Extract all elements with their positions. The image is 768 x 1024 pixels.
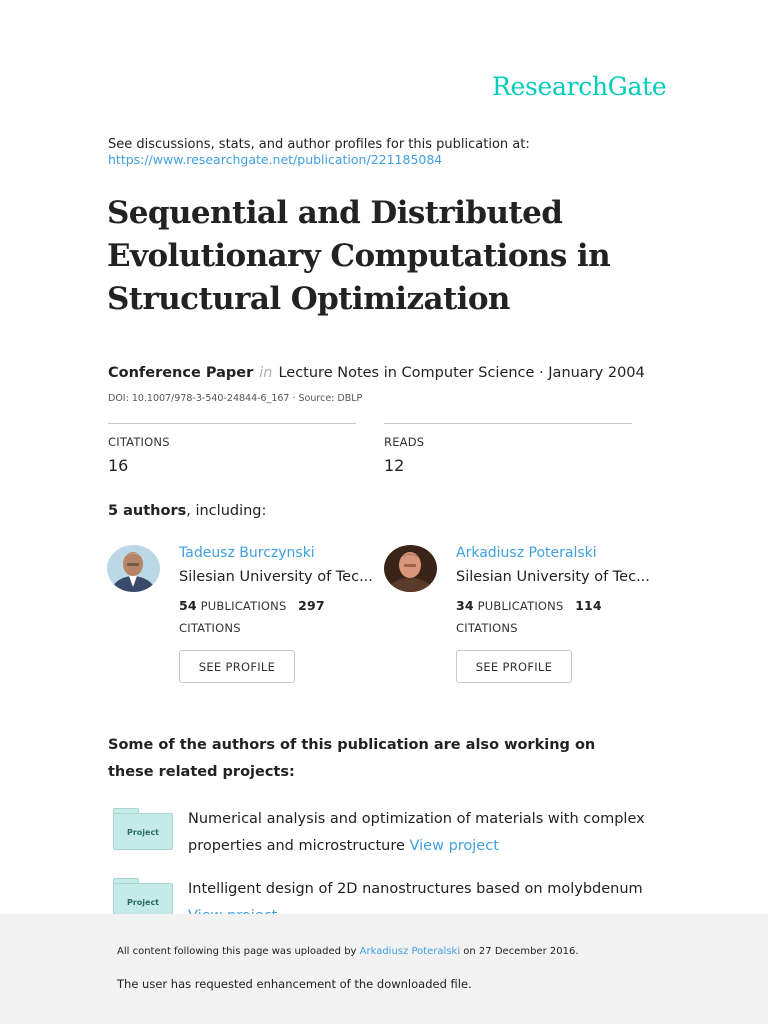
in-label: in [259, 365, 273, 381]
reads-stat [384, 423, 632, 475]
project-text: Numerical analysis and optimization of materials with complex properties and microstructure [188, 811, 645, 854]
authors-count: 5 authors [108, 503, 187, 519]
uploader-link[interactable]: Arkadiusz Poteralski [359, 946, 461, 957]
related-projects-heading: Some of the authors of this publication are also working on these related projects: [108, 737, 596, 780]
citations-label: CITATIONS [108, 435, 170, 449]
paper-doi: DOI: 10.1007/978-3-540-24844-6_167 · Source: DBLP [108, 393, 363, 404]
authors-heading-rest: , including: [186, 503, 267, 519]
reads-label: READS [384, 435, 425, 449]
see-profile-button[interactable]: SEE PROFILE [179, 650, 295, 683]
intro-text: See discussions, stats, and author profiles for this publication at: [108, 137, 530, 152]
project-text: Intelligent design of 2D nanostructures based on molybdenum [188, 881, 643, 897]
author-avatar[interactable] [384, 545, 437, 592]
author-avatar[interactable] [107, 545, 160, 592]
upload-suffix: on 27 December 2016. [463, 946, 579, 957]
author-publications-label: PUBLICATIONS [477, 599, 564, 613]
paper-venue[interactable]: Lecture Notes in Computer Science · January 2004 [278, 365, 645, 381]
citations-value: 16 [108, 456, 129, 475]
title-line-2: Evolutionary Computations in [107, 238, 611, 274]
citations-stat [108, 423, 356, 475]
author-photo-icon [384, 545, 437, 592]
researchgate-logo[interactable]: ResearchGate [492, 72, 667, 101]
download-footer [0, 914, 768, 1024]
paper-type: Conference Paper [108, 365, 254, 381]
author-publications-count: 34 [456, 598, 474, 613]
see-profile-button[interactable]: SEE PROFILE [456, 650, 572, 683]
author-publications-count: 54 [179, 598, 197, 613]
author-photo-icon [107, 545, 160, 592]
author-institution: Silesian University of Tec... [179, 569, 373, 585]
enhancement-note: The user has requested enhancement of the downloaded file. [117, 977, 472, 991]
project-icon-label: Project [126, 898, 160, 907]
author-publications-label: PUBLICATIONS [200, 599, 287, 613]
author-name-link[interactable]: Tadeusz Burczynski [179, 545, 315, 561]
author-info [179, 545, 384, 639]
author-info [456, 545, 661, 639]
authors-heading [108, 503, 266, 519]
author-citations-count: 114 [575, 598, 602, 613]
author-citations-count: 297 [298, 598, 325, 613]
author-name-link[interactable]: Arkadiusz Poteralski [456, 545, 597, 561]
project-icon-label: Project [126, 828, 160, 837]
author-citations-label: CITATIONS [456, 621, 518, 635]
title-line-1: Sequential and Distributed [107, 195, 563, 231]
view-project-link[interactable]: View project [409, 838, 499, 854]
paper-meta [108, 365, 645, 381]
author-institution: Silesian University of Tec... [456, 569, 650, 585]
upload-notice [117, 946, 579, 957]
author-stats [456, 595, 661, 639]
upload-prefix: All content following this page was uploaded by [117, 946, 357, 957]
author-citations-label: CITATIONS [179, 621, 241, 635]
project-folder-icon[interactable] [113, 808, 173, 850]
author-stats [179, 595, 384, 639]
reads-value: 12 [384, 456, 405, 475]
publication-url-link[interactable]: https://www.researchgate.net/publication/221185084 [108, 152, 443, 167]
paper-title [107, 192, 687, 321]
title-line-3: Structural Optimization [107, 281, 510, 317]
project-description [188, 806, 668, 860]
